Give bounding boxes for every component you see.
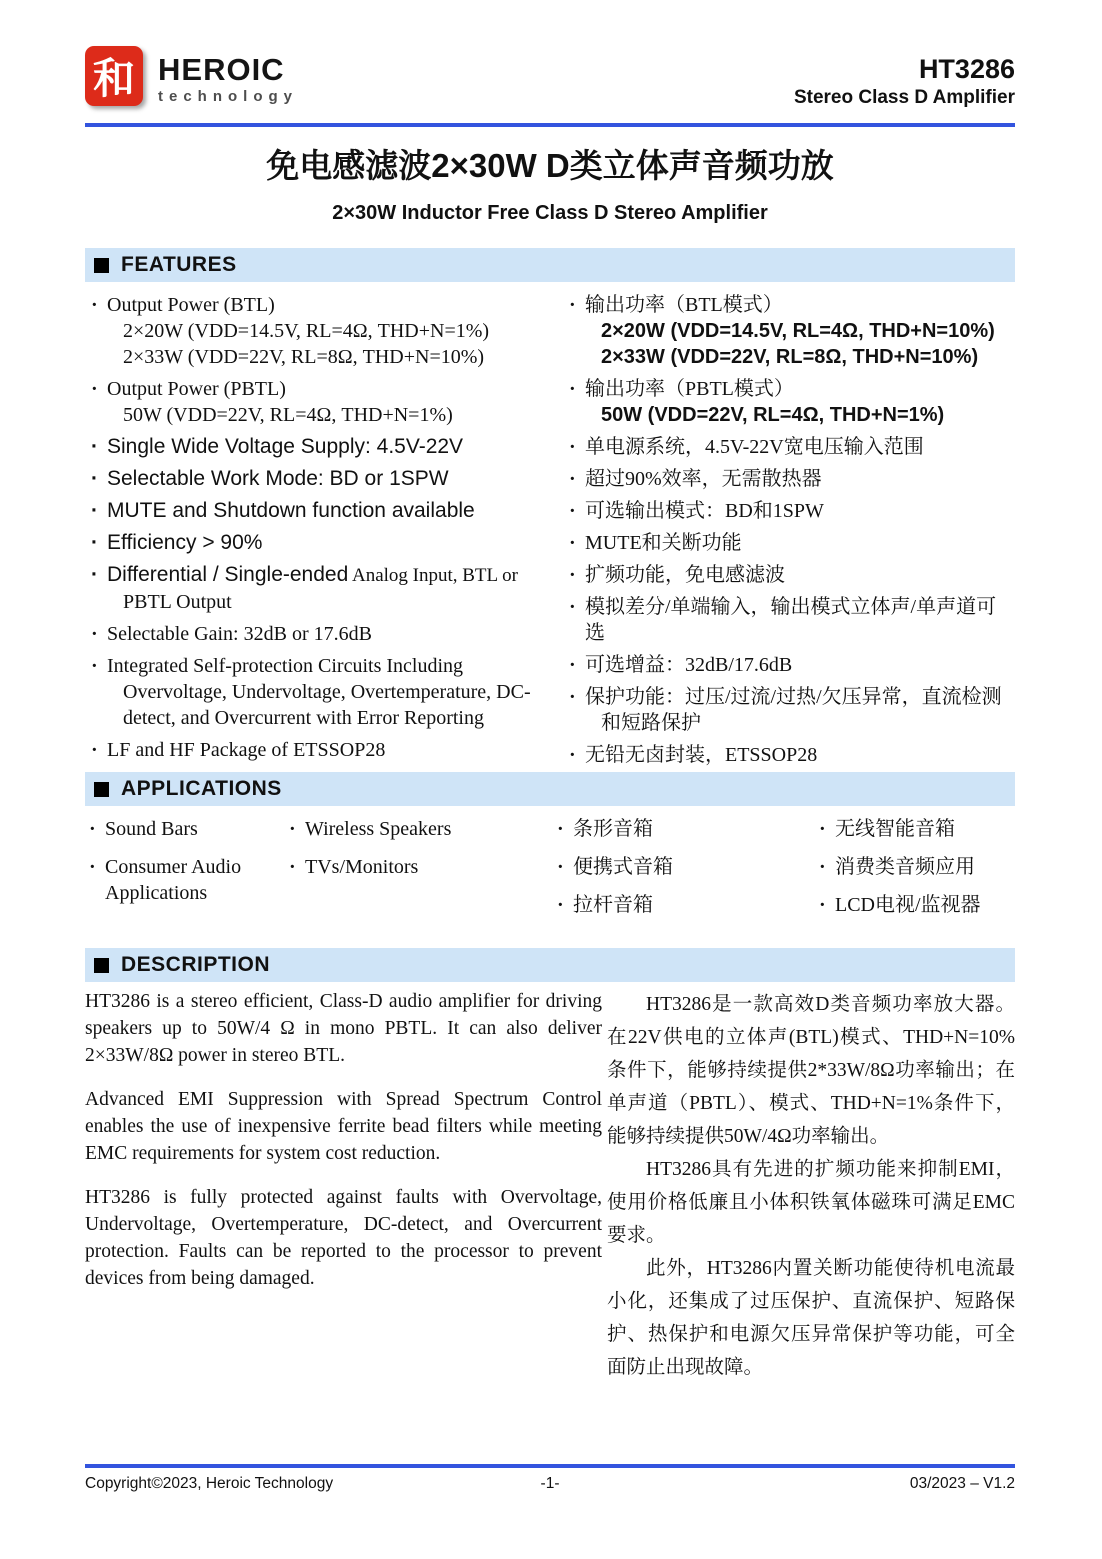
feature-item: · Efficiency > 90%: [91, 531, 263, 554]
applications-grid: [85, 816, 1015, 930]
bullet-icon: ·: [569, 596, 576, 618]
application-item: · Sound Bars: [89, 818, 198, 840]
description-paragraph: Advanced EMI Suppression with Spread Spectrum Control enables the use of inexpensive ferrite bead filters while meeting EMC requirements for system cost reduction.: [85, 1089, 602, 1164]
feature-item: · 无铅无卤封装，ETSSOP28: [569, 744, 818, 766]
description-paragraph: HT3286 is a stereo efficient, Class-D audio amplifier for driving speakers up to 50W/4 Ω in mono PBTL. It can also deliver 2×33W/8Ω power in stereo BTL.: [85, 991, 602, 1066]
bullet-icon: ·: [91, 739, 98, 761]
feature-item: · Integrated Self-protection Circuits Including: [91, 655, 464, 677]
header-part-block: [794, 46, 1015, 110]
feature-item: 2×20W (VDD=14.5V, RL=4Ω, THD+N=10%): [601, 320, 995, 342]
feature-item: PBTL Output: [123, 591, 232, 613]
feature-item: · 扩频功能，免电感滤波: [569, 564, 785, 586]
section-header-description: [85, 948, 1015, 982]
part-description: Stereo Class D Amplifier: [793, 87, 1015, 108]
section-header-applications: [85, 772, 1015, 806]
section-heading-label: FEATURES: [121, 253, 237, 276]
feature-item: · 模拟差分/单端输入，输出模式立体声/单声道可选: [569, 596, 997, 644]
features-right-column: [563, 286, 1015, 768]
features-left-column: [85, 286, 555, 768]
feature-item: 2×33W (VDD=22V, RL=8Ω, THD+N=10%): [601, 346, 979, 368]
feature-item: · 可选输出模式：BD和1SPW: [569, 500, 824, 522]
bullet-icon: ·: [91, 378, 98, 400]
description-paragraph: 此外，HT3286内置关断功能使待机电流最小化，还集成了过压保护、直流保护、短路保护、热保护和电源欠压异常保护等功能，可全面防止出现故障。: [607, 1258, 1015, 1378]
logo-company-name: HEROIC: [158, 52, 285, 87]
feature-item: · LF and HF Package of ETSSOP28: [91, 739, 386, 761]
logo-seal-icon: [85, 46, 143, 106]
section-square-icon: [94, 958, 109, 973]
bullet-icon: ·: [557, 856, 564, 878]
description-english-column: [85, 988, 602, 1384]
bullet-icon: ·: [91, 655, 98, 677]
bullet-icon: ·: [557, 894, 564, 916]
feature-item: · Selectable Gain: 32dB or 17.6dB: [91, 623, 372, 645]
bullet-icon: ·: [819, 894, 826, 916]
bullet-icon: ·: [569, 744, 576, 766]
bullet-icon: ·: [289, 856, 296, 878]
feature-item: detect, and Overcurrent with Error Reporting: [123, 707, 484, 729]
applications-column: [85, 816, 285, 930]
footer-version: 03/2023 – V1.2: [909, 1475, 1016, 1492]
bullet-icon: ·: [91, 435, 98, 458]
description-paragraph: HT3286具有先进的扩频功能来抑制EMI，使用价格低廉且小体积铁氧体磁珠可满足EMC要求。: [607, 1159, 1015, 1246]
bullet-icon: ·: [89, 856, 96, 878]
description-paragraph: HT3286 is fully protected against faults with Overvoltage, Undervoltage, Overtemperature, DC-detect, and Overcurrent protection. Faults can be reported to the processor to prevent devices from being damaged.: [85, 1187, 602, 1289]
section-square-icon: [94, 258, 109, 273]
applications-column: [553, 816, 815, 930]
bullet-icon: ·: [569, 436, 576, 458]
page-footer: [85, 1464, 1015, 1493]
description-paragraph: HT3286是一款高效D类音频功率放大器。在22V供电的立体声(BTL)模式、THD+N=10%条件下，能够持续提供2*33W/8Ω功率输出；在单声道（PBTL）、模式、THD+N=1%条件下，能够持续提供50W/4Ω功率输出。: [607, 994, 1015, 1147]
logo-company-subname: technology: [158, 88, 299, 105]
feature-item: Overvoltage, Undervoltage, Overtemperature, DC-: [123, 681, 531, 703]
section-square-icon: [94, 782, 109, 797]
seal-character: 和: [92, 57, 135, 103]
application-item: · Wireless Speakers: [289, 818, 452, 840]
feature-item: · 保护功能：过压/过流/过热/欠压异常，直流检测: [569, 686, 1002, 708]
bullet-icon: ·: [819, 856, 826, 878]
feature-item: · MUTE and Shutdown function available: [91, 499, 475, 522]
applications-column: [815, 816, 1013, 930]
section-header-features: [85, 248, 1015, 282]
bullet-icon: ·: [569, 378, 576, 400]
bullet-icon: ·: [289, 818, 296, 840]
footer-page-number: -1-: [540, 1475, 560, 1492]
feature-item: · 单电源系统，4.5V-22V宽电压输入范围: [569, 436, 924, 458]
bullet-icon: ·: [91, 467, 98, 490]
bullet-icon: ·: [91, 531, 98, 554]
application-item: · 条形音箱: [557, 818, 653, 840]
feature-item: · 超过90%效率，无需散热器: [569, 468, 822, 490]
bullet-icon: ·: [91, 563, 98, 586]
bullet-icon: ·: [89, 818, 96, 840]
bullet-icon: ·: [569, 500, 576, 522]
bullet-icon: ·: [91, 623, 98, 645]
bullet-icon: ·: [91, 499, 98, 522]
title-english: 2×30W Inductor Free Class D Stereo Amplifier: [332, 202, 768, 224]
company-logo: [85, 46, 298, 107]
page-header: [85, 46, 1015, 127]
section-heading-label: DESCRIPTION: [121, 953, 271, 976]
application-item: · 便携式音箱: [557, 856, 673, 878]
bullet-icon: ·: [569, 564, 576, 586]
applications-column: [285, 816, 553, 930]
application-item: · LCD电视/监视器: [819, 894, 981, 916]
bullet-icon: ·: [569, 654, 576, 676]
description-chinese-column: [607, 988, 1015, 1384]
feature-item: 2×33W (VDD=22V, RL=8Ω, THD+N=10%): [123, 346, 485, 368]
bullet-icon: ·: [569, 532, 576, 554]
bullet-icon: ·: [569, 686, 576, 708]
feature-item: · Single Wide Voltage Supply: 4.5V-22V: [91, 435, 464, 458]
bullet-icon: ·: [819, 818, 826, 840]
feature-item: · 输出功率（BTL模式）: [569, 294, 783, 316]
feature-item: 2×20W (VDD=14.5V, RL=4Ω, THD+N=1%): [123, 320, 490, 342]
part-number: HT3286: [918, 54, 1015, 84]
footer-copyright: Copyright©2023, Heroic Technology: [85, 1475, 334, 1492]
title-chinese: 免电感滤波2×30W D类立体声音频功放: [266, 147, 834, 184]
logo-wordmark: [158, 46, 298, 107]
feature-item: 和短路保护: [601, 712, 701, 734]
application-item: · TVs/Monitors: [289, 856, 419, 878]
description-section: [85, 988, 1015, 1384]
feature-item: · Output Power (PBTL): [91, 378, 286, 400]
feature-item: · Output Power (BTL): [91, 294, 275, 316]
application-item: · 拉杆音箱: [557, 894, 653, 916]
bullet-icon: ·: [557, 818, 564, 840]
feature-item: 50W (VDD=22V, RL=4Ω, THD+N=1%): [601, 404, 945, 426]
features-section: [85, 286, 1015, 768]
bullet-icon: ·: [91, 294, 98, 316]
bullet-icon: ·: [569, 468, 576, 490]
bullet-icon: ·: [569, 294, 576, 316]
feature-item: · Differential / Single-ended Analog Input, BTL or: [91, 563, 519, 586]
feature-item: · MUTE和关断功能: [569, 532, 742, 554]
feature-item: · 输出功率（PBTL模式）: [569, 378, 794, 400]
feature-item: · Selectable Work Mode: BD or 1SPW: [91, 467, 449, 490]
section-heading-label: APPLICATIONS: [121, 777, 282, 800]
application-item: · 无线智能音箱: [819, 818, 955, 840]
feature-item: · 可选增益：32dB/17.6dB: [569, 654, 793, 676]
application-item: · 消费类音频应用: [819, 856, 975, 878]
feature-item: 50W (VDD=22V, RL=4Ω, THD+N=1%): [123, 404, 453, 426]
application-item: · Consumer Audio Applications: [89, 856, 242, 904]
